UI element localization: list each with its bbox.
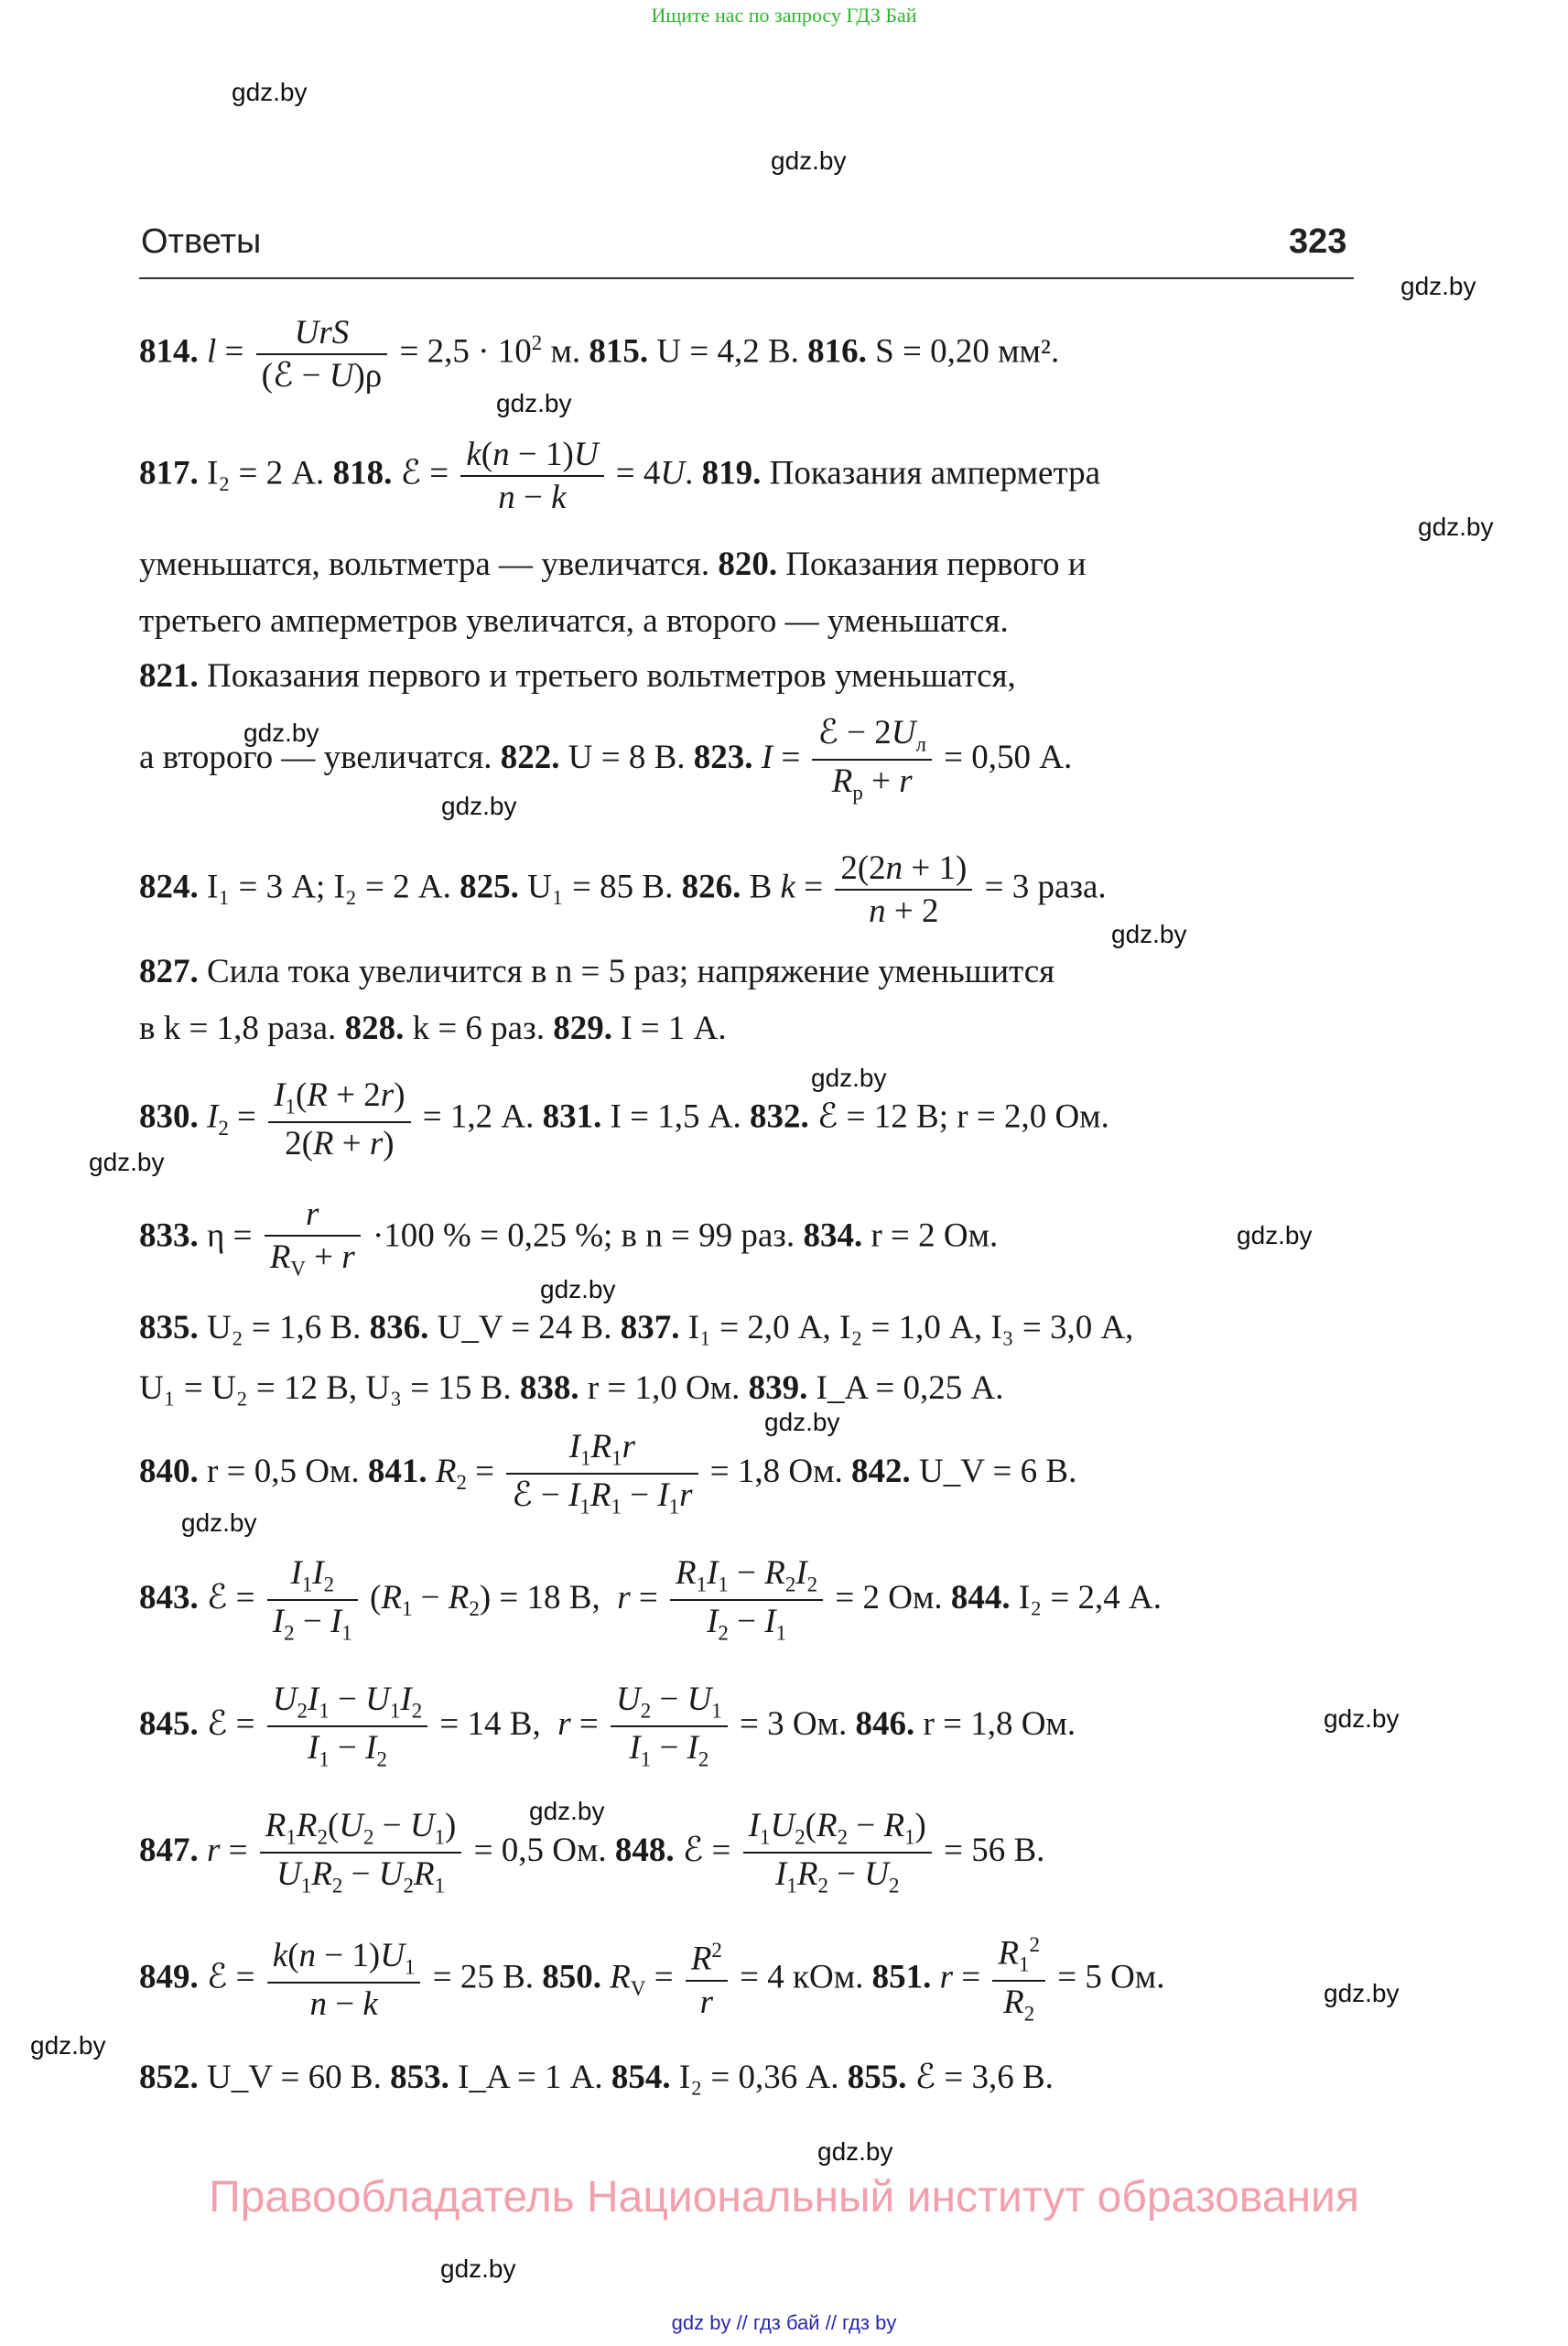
answer-number: 838. <box>519 1369 579 1407</box>
answer-number: 854. <box>611 2059 671 2096</box>
answer-number: 852. <box>139 2059 199 2096</box>
watermark: gdz.by <box>540 1275 616 1303</box>
answer-result: k = 6 раз. <box>412 1010 545 1047</box>
answer-number: 832. <box>750 1097 809 1136</box>
answer-result: ℰ = 3,6 В. <box>914 2059 1054 2096</box>
answer-number: 818. <box>332 454 393 492</box>
watermark: gdz.by <box>1324 1979 1400 2007</box>
answer-line-817: 817. I₂ = 2 А. 818. ℰ = $\frac{k(n - 1)U}{n - k}$ = 4U. 819. Показания амперметра <box>139 436 1101 516</box>
page-header-title: Ответы <box>141 222 262 261</box>
answer-result: I₂ = 2,4 А. <box>1018 1578 1162 1616</box>
answer-number: 853. <box>390 2059 449 2096</box>
answer-result: r = 0,5 Ом. <box>207 1452 360 1490</box>
answer-result: U₁ = 85 В. <box>527 868 674 906</box>
answer-number: 835. <box>139 1309 199 1346</box>
answer-number: 829. <box>553 1010 612 1047</box>
watermark: gdz.by <box>441 792 517 820</box>
formula-fraction: $\frac{R^2}{r}$ <box>686 1941 728 2018</box>
answer-result: U_V = 6 В. <box>919 1452 1077 1490</box>
answer-result: I_A = 0,25 А. <box>816 1369 1004 1407</box>
answer-line-821 <box>139 659 1016 693</box>
answer-number: 833. <box>139 1216 199 1255</box>
answer-text: В <box>749 868 773 906</box>
watermark: gdz.by <box>496 389 572 417</box>
answer-text: а второго — увеличатся. <box>139 738 492 776</box>
answer-number: 851. <box>871 1958 932 1996</box>
answer-number: 816. <box>807 332 867 371</box>
answer-result: I₁ = 3 А; I₂ = 2 А. <box>207 868 451 906</box>
answer-number: 841. <box>367 1452 427 1490</box>
answer-number: 850. <box>542 1958 601 1996</box>
answer-line-835 <box>139 1311 1133 1345</box>
answer-number: 847. <box>139 1831 199 1869</box>
answer-number: 839. <box>748 1369 808 1407</box>
answer-line-828 <box>139 1011 727 1045</box>
answer-text: в k = 1,8 раза. <box>139 1010 337 1047</box>
answer-line-814: 814. l = $\frac{\text{UrS}}{\text{(ℰ − U)ρ}}$ = $2,5 \cdot 10^2$ м. 815. U = 4,2 В. 816. S = 0,20 мм². <box>139 314 1060 395</box>
watermark: gdz.by <box>764 1408 840 1436</box>
formula-fraction: $\frac{R_1I_1 - R_2I_2}{I_2 - I_1}$ <box>670 1556 823 1645</box>
answer-result: I = 1 А. <box>621 1010 727 1047</box>
answer-result: I₁ = 2,0 А, I₂ = 1,0 А, I₃ = 3,0 А, <box>687 1309 1134 1346</box>
answer-result: U = 8 В. <box>568 738 686 776</box>
answer-line-819b <box>139 547 1087 581</box>
answer-number: 825. <box>460 868 519 906</box>
answer-line-843: 843. ℰ = $\frac{I_1I_2}{I_2 - I_1}$ $(R_1 - R_2) = 18$ В, r = $\frac{R_1I_1 - R_2I_2}{I_2 - I_1}$ = 2 Ом. 844. I₂ = 2,4 А. <box>139 1554 1162 1645</box>
answer-number: 845. <box>139 1704 199 1743</box>
watermark: gdz.by <box>89 1148 165 1176</box>
answer-number: 831. <box>542 1097 602 1136</box>
answer-number: 836. <box>369 1309 429 1346</box>
formula-fraction: $\frac{U_2I_1 - U_1I_2}{I_1 - I_2}$ <box>267 1682 427 1771</box>
answer-line-840: 840. r = 0,5 Ом. 841. $R_2$ = $\frac{I_1R_1r}{ℰ - I_1R_1 - I_1r}$ = 1,8 Ом. 842. U_V = 6 В. <box>139 1428 1077 1519</box>
watermark: gdz.by <box>1111 920 1187 948</box>
answer-number: 823. <box>693 738 753 776</box>
answer-number: 827. <box>139 953 199 990</box>
watermark: gdz.by <box>243 719 319 747</box>
answer-line-824: 824. I₁ = 3 А; I₂ = 2 А. 825. U₁ = 85 В. 826. В k = $\frac{2(2n + 1)}{n + 2}$ = 3 раза. <box>139 849 1107 930</box>
answer-number: 834. <box>803 1216 863 1255</box>
answer-line-847: 847. r = $\frac{R_1R_2(U_2 - U_1)}{U_1R_2 - U_2R_1}$ = 0,5 Ом. 848. ℰ = $\frac{I_1U_2(R_2 - R_1)}{I_1R_2 - U_2}$ = 56 В. <box>139 1807 1045 1897</box>
watermark: gdz.by <box>232 78 308 106</box>
formula-fraction: $\frac{k(n - 1)U}{n - k}$ <box>460 438 603 514</box>
answer-line-827 <box>139 955 1054 989</box>
answer-result: U₂ = 1,6 В. <box>207 1309 362 1346</box>
answer-result: r = 1,8 Ом. <box>923 1704 1076 1743</box>
copyright-notice: Правообладатель Национальный институт образования <box>209 2173 1359 2222</box>
formula-fraction: $\frac{\text{UrS}}{\text{(ℰ − U)ρ}}$ <box>256 316 388 393</box>
answer-line-845: 845. ℰ = $\frac{U_2I_1 - U_1I_2}{I_1 - I_2}$ = 14 В, r = $\frac{U_2 - U_1}{I_1 - I_2}$ = 3 Ом. 846. r = 1,8 Ом. <box>139 1681 1076 1771</box>
answer-text: уменьшатся, вольтметра — увеличатся. <box>139 546 710 583</box>
answer-result: I = 1,5 А. <box>610 1097 741 1136</box>
watermark: gdz.by <box>1237 1221 1313 1249</box>
watermark: gdz.by <box>771 146 847 175</box>
answer-number: 826. <box>681 868 741 906</box>
answer-result: I₂ = 2 А. <box>207 454 325 492</box>
answer-number: 821. <box>139 657 199 695</box>
watermark: gdz.by <box>30 2031 106 2060</box>
footer-links[interactable]: gdz by // гдз бай // гдз by <box>671 2311 897 2334</box>
answer-number: 828. <box>344 1010 405 1047</box>
watermark: gdz.by <box>181 1508 257 1537</box>
answer-number: 820. <box>718 546 778 583</box>
answer-number: 824. <box>139 868 199 906</box>
answer-number: 815. <box>589 332 649 371</box>
formula-fraction: $\frac{I_1(R + 2r)}{2(R + r)}$ <box>268 1078 410 1161</box>
answer-text: Показания амперметра <box>769 454 1101 492</box>
page-number: 323 <box>1289 222 1347 261</box>
answer-result: I_A = 1 А. <box>458 2059 603 2096</box>
top-banner[interactable]: Ищите нас по запросу ГДЗ Бай <box>651 4 917 27</box>
formula-fraction: $\frac{2(2n + 1)}{n + 2}$ <box>835 851 972 928</box>
answer-number: 840. <box>139 1452 199 1490</box>
answer-line-849: 849. ℰ = $\frac{k(n - 1)U_1}{n - k}$ = 25 В. 850. $R_V$ = $\frac{R^2}{r}$ = 4 кОм. 851. r = $\frac{R_1^2}{R_2}$ = 5 Ом. <box>139 1933 1165 2026</box>
answer-line-820b <box>139 604 1009 638</box>
answer-line-852 <box>139 2060 1054 2094</box>
answer-number: 830. <box>139 1097 199 1136</box>
answer-number: 822. <box>500 738 560 776</box>
answer-number: 855. <box>847 2059 907 2096</box>
watermark: gdz.by <box>1418 513 1494 541</box>
answer-result: r = 2 Ом. <box>871 1216 999 1255</box>
watermark: gdz.by <box>1324 1704 1400 1733</box>
formula-fraction: $\frac{I_1I_2}{I_2 - I_1}$ <box>267 1556 358 1645</box>
answer-number: 843. <box>139 1578 199 1616</box>
answer-line-833: 833. η = $\frac{r}{R_V + r}$ ·100 % = 0,25 %; в n = 99 раз. 834. r = 2 Ом. <box>139 1195 999 1281</box>
answer-result: U_V = 24 В. <box>437 1309 612 1346</box>
formula-fraction: $\frac{ℰ - 2U_л}{R_p + r}$ <box>812 716 931 805</box>
formula-fraction: $\frac{R_1R_2(U_2 - U_1)}{U_1R_2 - U_2R_1}$ <box>260 1809 462 1897</box>
watermark: gdz.by <box>811 1064 887 1092</box>
formula-fraction: $\frac{U_2 - U_1}{I_1 - I_2}$ <box>611 1682 728 1771</box>
formula-fraction: $\frac{I_1R_1r}{ℰ - I_1R_1 - I_1r}$ <box>506 1430 697 1519</box>
answer-number: 842. <box>851 1452 911 1490</box>
watermark: gdz.by <box>817 2137 893 2166</box>
answer-result: ·100 % = 0,25 %; в n = 99 раз. <box>372 1216 795 1255</box>
watermark: gdz.by <box>440 2254 516 2283</box>
answer-number: 844. <box>950 1578 1011 1616</box>
answer-text: третьего амперметров увеличатся, а второго — уменьшатся. <box>139 602 1009 640</box>
formula-fraction: $\frac{R_1^2}{R_2}$ <box>992 1935 1045 2025</box>
watermark: gdz.by <box>529 1797 605 1825</box>
answer-text: Показания первого и третьего вольтметров уменьшатся, <box>207 657 1016 695</box>
answer-result: r = 1,0 Ом. <box>587 1369 741 1407</box>
answer-number: 814. <box>139 332 199 371</box>
answer-number: 817. <box>139 454 199 492</box>
watermark: gdz.by <box>1400 272 1476 300</box>
answer-line-830: 830. $I_2$ = $\frac{I_1(R + 2r)}{2(R + r)}$ = 1,2 А. 831. I = 1,5 А. 832. ℰ = 12 В; r = 2,0 Ом. <box>139 1076 1109 1163</box>
answer-result: U₁ = U₂ = 12 В, U₃ = 15 В. <box>139 1369 512 1407</box>
answer-number: 849. <box>139 1958 199 1996</box>
answer-line-838 <box>139 1371 1004 1405</box>
answer-number: 846. <box>855 1704 915 1743</box>
answer-result: S = 0,20 мм². <box>875 332 1060 371</box>
answer-result: U_V = 60 В. <box>207 2059 382 2096</box>
header-divider <box>139 277 1354 279</box>
answer-result: U = 4,2 В. <box>656 332 799 371</box>
formula-fraction: $\frac{k(n - 1)U_1}{n - k}$ <box>267 1939 421 2021</box>
answer-text: Сила тока увеличится в n = 5 раз; напряжение уменьшится <box>207 953 1055 990</box>
answer-text: Показания первого и <box>785 546 1087 583</box>
answer-line-822: а второго — увеличатся. 822. U = 8 В. 823. I = $\frac{ℰ - 2U_л}{R_p + r}$ = 0,50 А. <box>139 714 1073 805</box>
answer-number: 848. <box>614 1831 675 1869</box>
answer-number: 837. <box>620 1309 680 1346</box>
answer-number: 819. <box>701 454 762 492</box>
formula-fraction: $\frac{r}{R_V + r}$ <box>265 1197 361 1280</box>
answer-result: I₂ = 0,36 А. <box>678 2059 839 2096</box>
answer-result: ℰ = 12 В; r = 2,0 Ом. <box>817 1097 1109 1136</box>
formula-fraction: $\frac{I_1U_2(R_2 - R_1)}{I_1R_2 - U_2}$ <box>743 1809 932 1897</box>
